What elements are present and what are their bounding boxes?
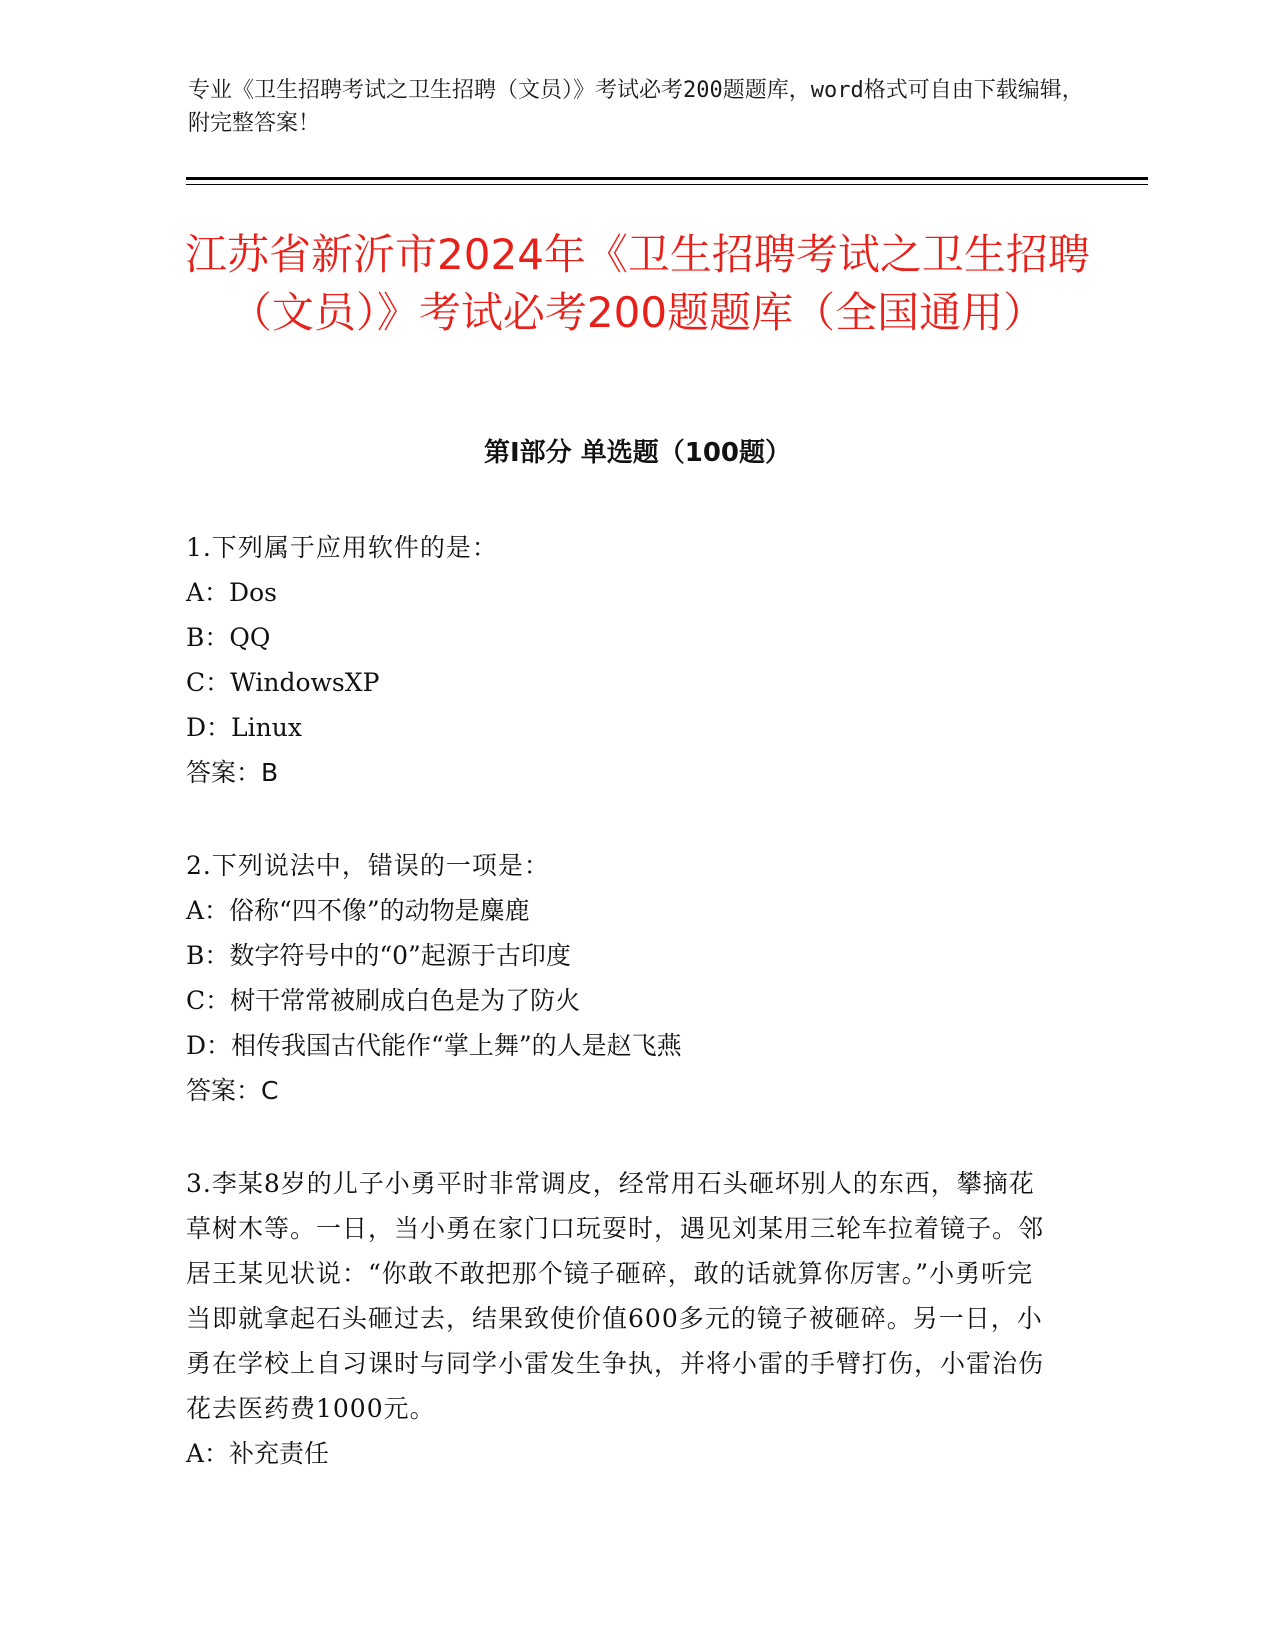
header-rule-thin — [186, 184, 1148, 185]
option-b: B：数字符号中的“0”起源于古印度 — [186, 941, 571, 970]
answer: 答案：B — [186, 758, 279, 787]
header-rule-thick — [186, 177, 1148, 180]
section-title: 第Ⅰ部分 单选题（100题） — [484, 438, 791, 468]
document-title: 江苏省新沂市2024年《卫生招聘考试之卫生招聘（文员）》考试必考200题题库（全国通用） — [185, 230, 1090, 337]
question-3 — [186, 1161, 1056, 1476]
option-c: C：WindowsXP — [186, 668, 380, 697]
question-1 — [186, 525, 1056, 795]
option-a: A：俗称“四不像”的动物是麋鹿 — [186, 896, 530, 925]
answer: 答案：C — [186, 1076, 279, 1105]
option-a: A：Dos — [186, 578, 277, 607]
question-2 — [186, 843, 1056, 1113]
question-stem: 3.李某8岁的儿子小勇平时非常调皮，经常用石头砸坏别人的东西，攀摘花草树木等。一日，当小勇在家门口玩耍时，遇见刘某用三轮车拉着镜子。邻居王某见状说：“你敢不敢把那个镜子砸碎，敢的话就算你厉害。”小勇听完当即就拿起石头砸过去，结果致使价值600多元的镜子被砸碎。另一日，小勇在学校上自习课时与同学小雷发生争执，并将小雷的手臂打伤，小雷治伤花去医药费1000元。 — [186, 1169, 1045, 1423]
option-d: D：Linux — [186, 713, 302, 742]
option-b: B：QQ — [186, 623, 271, 652]
option-d: D：相传我国古代能作“掌上舞”的人是赵飞燕 — [186, 1031, 682, 1060]
question-stem: 1.下列属于应用软件的是： — [186, 533, 498, 562]
header-note: 专业《卫生招聘考试之卫生招聘（文员）》考试必考200题题库，word格式可自由下载编辑，附完整答案！ — [188, 78, 1084, 136]
option-c: C：树干常常被刷成白色是为了防火 — [186, 986, 581, 1015]
question-stem: 2.下列说法中，错误的一项是： — [186, 851, 550, 880]
option-a: A：补充责任 — [186, 1439, 330, 1468]
